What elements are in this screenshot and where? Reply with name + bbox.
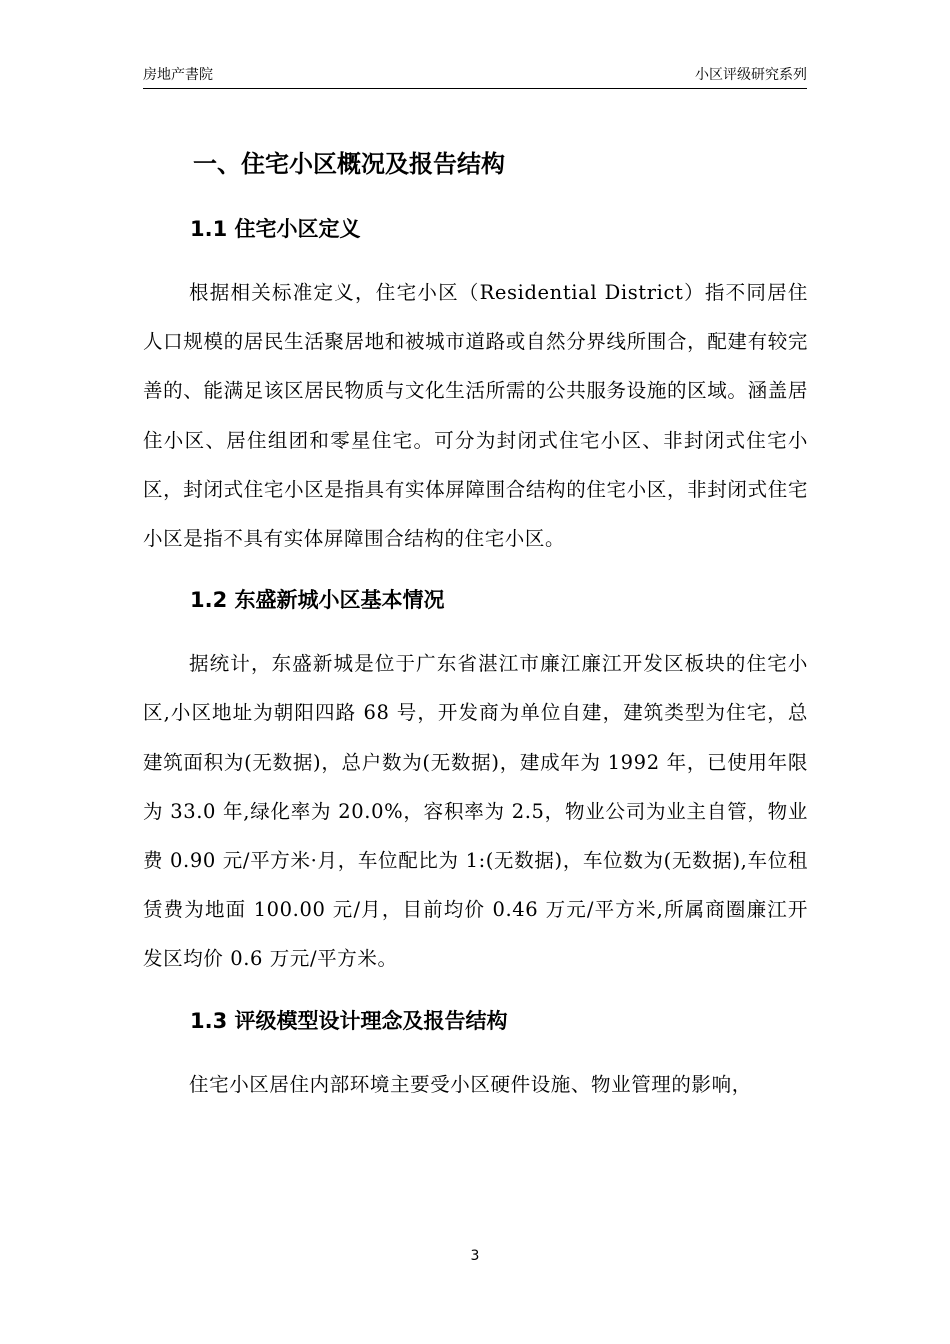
- page-content: [143, 140, 808, 1109]
- section-paragraph-1-3: 住宅小区居住内部环境主要受小区硬件设施、物业管理的影响，: [189, 1072, 752, 1096]
- header-publisher: 房地产書院: [143, 67, 213, 83]
- section-paragraph-1-1: 根据相关标准定义，住宅小区（Residential District）指不同居住人口规模的居民生活聚居地和被城市道路或自然分界线所围合，配建有较完善的、能满足该区居民物质与文化生活所需的公共服务设施的区域。涵盖居住小区、居住组团和零星住宅。可分为封闭式住宅小区、非封闭式住宅小区，封闭式住宅小区是指具有实体屏障围合结构的住宅小区，非封闭式住宅小区是指不具有实体屏障围合结构的住宅小区。: [143, 281, 808, 551]
- page-header: [143, 64, 807, 89]
- header-series: 小区评级研究系列: [695, 67, 807, 83]
- section-title-1-3: 1.3 评级模型设计理念及报告结构: [190, 1008, 508, 1033]
- chapter-title: 一、住宅小区概况及报告结构: [193, 150, 505, 178]
- section-title-1-1: 1.1 住宅小区定义: [190, 217, 361, 241]
- section-paragraph-1-2: 据统计，东盛新城是位于广东省湛江市廉江廉江开发区板块的住宅小区,小区地址为朝阳四路 68 号，开发商为单位自建，建筑类型为住宅，总建筑面积为(无数据)，总户数为(无数据)，建成年为 1992 年，已使用年限为 33.0 年,绿化率为 20.0%，容积率为 2.5，物业公司为业主自管，物业费 0.90 元/平方米·月，车位配比为 1:(无数据)，车位数为(无数据),车位租赁费为地面 100.00 元/月，目前均价 0.46 万元/平方米,所属商圈廉江开发区均价 0.6 万元/平方米。: [143, 652, 808, 971]
- page-number: 3: [470, 1248, 480, 1264]
- section-title-1-2: 1.2 东盛新城小区基本情况: [190, 588, 445, 613]
